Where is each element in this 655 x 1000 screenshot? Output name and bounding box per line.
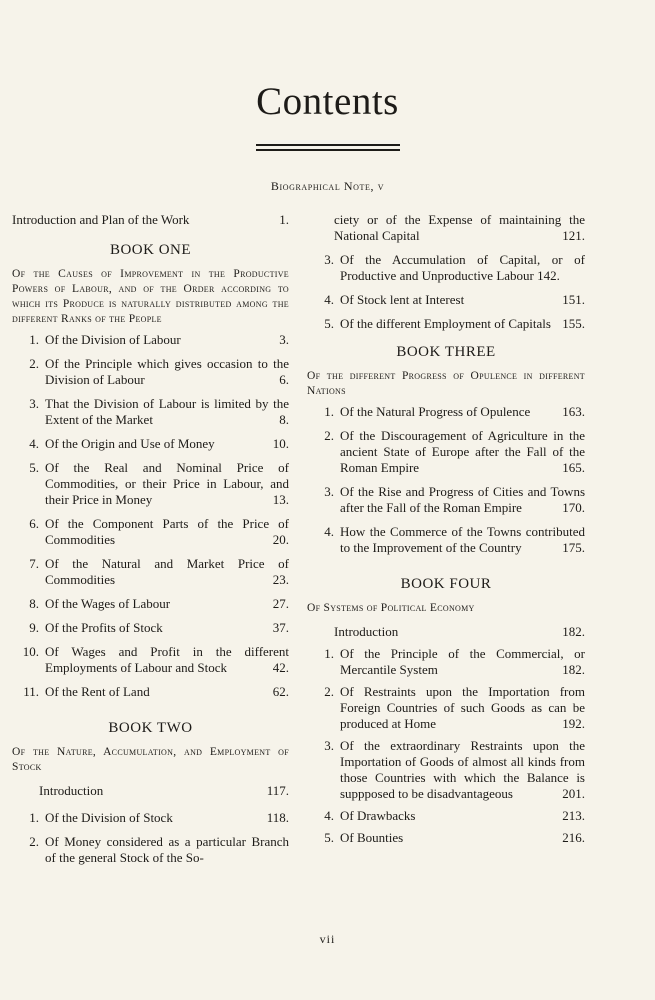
page-number: 142.	[537, 268, 560, 283]
chapter-title: Of Bounties	[340, 830, 404, 845]
chapter-title: Of the Principle of the Commercial, or Mercantile System	[340, 646, 585, 677]
intro-entry	[12, 212, 289, 228]
intro-page: 182.	[562, 624, 585, 639]
biographical-note: Biographical Note, v	[270, 179, 385, 193]
intro-label: Introduction	[39, 783, 104, 798]
chapter-title: Of the Rise and Progress of Cities and Towns after the Fall of the Roman Empire	[340, 484, 585, 515]
chapter-number: 2.	[29, 834, 39, 849]
toc-entry	[307, 684, 585, 732]
book-two-subtitle: Of the Nature, Accumulation, and Employment of Stock	[12, 746, 289, 773]
chapter-title: Of the Origin and Use of Money	[45, 436, 215, 451]
chapter-number: 1.	[324, 404, 334, 419]
toc-entry	[12, 460, 289, 508]
chapter-title: Of the Wages of Labour	[45, 596, 171, 611]
page-number: 20.	[272, 532, 289, 547]
chapter-number: 4.	[324, 292, 334, 307]
chapter-number: 7.	[29, 556, 39, 571]
toc-entry	[12, 516, 289, 548]
chapter-title: Of the Profits of Stock	[45, 620, 163, 635]
chapter-number: 11.	[23, 684, 39, 699]
chapter-title: Of Wages and Profit in the different Employments of Labour and Stock	[45, 644, 289, 675]
chapter-title: Of the Principle which gives occasion to the Division of Labour	[45, 356, 289, 387]
chapter-number: 8.	[29, 596, 39, 611]
chapter-number: 4.	[324, 808, 334, 823]
toc-entry	[307, 316, 585, 332]
page-number: 42.	[272, 660, 289, 675]
page-number: 121.	[562, 228, 585, 243]
page-number: 182.	[562, 662, 585, 677]
toc-entry	[307, 830, 585, 846]
book-three-heading: BOOK THREE	[396, 344, 496, 360]
toc-entry	[12, 620, 289, 636]
toc-entry	[307, 428, 585, 476]
book-one-heading: BOOK ONE	[109, 242, 192, 258]
toc-entry	[307, 404, 585, 420]
page-number: 216.	[562, 830, 585, 845]
book-two-intro	[12, 783, 289, 799]
toc-entry-continued	[307, 212, 585, 244]
chapter-title: Of the Component Parts of the Price of Commodities	[45, 516, 289, 547]
page-number: 151.	[562, 292, 585, 307]
toc-entry	[12, 556, 289, 588]
chapter-number: 6.	[29, 516, 39, 531]
chapter-title: Of Restraints upon the Importation from Foreign Countries of such Goods as can be produced at Home	[340, 684, 585, 731]
toc-entry	[12, 436, 289, 452]
page-number: 27.	[272, 596, 289, 611]
page-number: 201.	[562, 786, 585, 801]
chapter-number: 2.	[324, 428, 334, 443]
chapter-title: How the Commerce of the Towns contributed to the Improvement of the Country	[340, 524, 585, 555]
intro-page: 117.	[266, 783, 289, 798]
chapter-title: Of the Real and Nominal Price of Commodities, or their Price in Labour, and their Price in Money	[45, 460, 289, 507]
chapter-number: 2.	[324, 684, 334, 699]
toc-entry	[12, 834, 289, 866]
chapter-title: Of the Natural and Market Price of Commodities	[45, 556, 289, 587]
chapter-number: 5.	[324, 316, 334, 331]
chapter-title: Of the Rent of Land	[45, 684, 150, 699]
page-number: 23.	[272, 572, 289, 587]
page-number: 37.	[272, 620, 289, 635]
chapter-number: 2.	[29, 356, 39, 371]
toc-entry	[307, 738, 585, 802]
page-number: 175.	[562, 540, 585, 555]
toc-entry	[307, 646, 585, 678]
page-number: 10.	[272, 436, 289, 451]
chapter-number: 3.	[324, 738, 334, 753]
toc-entry	[12, 332, 289, 348]
chapter-number: 9.	[29, 620, 39, 635]
intro-label: Introduction	[334, 624, 399, 639]
toc-entry	[307, 252, 585, 284]
intro-page: 1.	[279, 212, 289, 227]
toc-entry	[307, 808, 585, 824]
book-three-subtitle: Of the different Progress of Opulence in different Nations	[307, 370, 585, 397]
toc-entry	[12, 684, 289, 700]
chapter-number: 1.	[29, 332, 39, 347]
toc-entry	[12, 644, 289, 676]
chapter-title: Of the different Employment of Capitals	[340, 316, 551, 331]
chapter-title: Of Stock lent at Interest	[340, 292, 465, 307]
toc-entry	[307, 292, 585, 308]
toc-entry	[12, 596, 289, 612]
chapter-number: 5.	[324, 830, 334, 845]
chapter-number: 3.	[324, 252, 334, 267]
page-number: 118.	[266, 810, 289, 825]
right-column	[307, 212, 585, 852]
intro-label: Introduction and Plan of the Work	[12, 212, 190, 227]
toc-entry	[307, 524, 585, 556]
toc-entry	[12, 356, 289, 388]
chapter-title: Of the Natural Progress of Opulence	[340, 404, 531, 419]
page-number: 165.	[562, 460, 585, 475]
book-four-heading: BOOK FOUR	[400, 576, 492, 592]
chapter-number: 3.	[324, 484, 334, 499]
book-one-chapters	[12, 332, 289, 700]
chapter-title: Of the Division of Labour	[45, 332, 181, 347]
page-title: Contents	[256, 80, 399, 123]
toc-entry	[307, 484, 585, 516]
page-folio: vii	[319, 932, 336, 946]
page-number: 155.	[562, 316, 585, 331]
book-four-intro	[307, 624, 585, 640]
page-number: 192.	[562, 716, 585, 731]
chapter-title: Of the Division of Stock	[45, 810, 173, 825]
page-number: 163.	[562, 404, 585, 419]
chapter-number: 10.	[22, 644, 39, 659]
chapter-number: 3.	[29, 396, 39, 411]
page-number: 6.	[279, 372, 289, 387]
book-four-subtitle: Of Systems of Political Economy	[307, 602, 475, 614]
chapter-title: Of the Discouragement of Agriculture in the ancient State of Europe after the Fall of the Roman Empire	[340, 428, 585, 475]
chapter-number: 4.	[324, 524, 334, 539]
page-number: 213.	[562, 808, 585, 823]
book-two-heading: BOOK TWO	[108, 720, 193, 736]
chapter-title: Of the Accumulation of Capital, or of Productive and Unproductive Labour	[340, 252, 585, 283]
chapter-title: That the Division of Labour is limited by the Extent of the Market	[45, 396, 289, 427]
chapter-number: 1.	[29, 810, 39, 825]
left-column	[12, 212, 289, 874]
chapter-number: 1.	[324, 646, 334, 661]
title-double-rule	[256, 144, 400, 152]
chapter-title: Of the extraordinary Restraints upon the Importation of Goods of almost all kinds from those Countries with which the Balance is suppposed to be disadvantageous	[340, 738, 585, 801]
toc-entry	[12, 810, 289, 826]
page-number: 3.	[279, 332, 289, 347]
chapter-title-part: ciety or of the Expense of maintaining the National Capital	[334, 212, 585, 243]
page-number: 170.	[562, 500, 585, 515]
chapter-number: 4.	[29, 436, 39, 451]
chapter-title: Of Drawbacks	[340, 808, 416, 823]
page-number: 62.	[272, 684, 289, 699]
page-number: 13.	[272, 492, 289, 507]
chapter-title-part: Of Money considered as a particular Branch of the general Stock of the So-	[45, 834, 289, 865]
page-number: 8.	[279, 412, 289, 427]
toc-entry	[12, 396, 289, 428]
chapter-number: 5.	[29, 460, 39, 475]
book-one-subtitle: Of the Causes of Improvement in the Productive Powers of Labour, and of the Order according to which its Produce is naturally distributed among the different Ranks of the People	[12, 268, 289, 325]
